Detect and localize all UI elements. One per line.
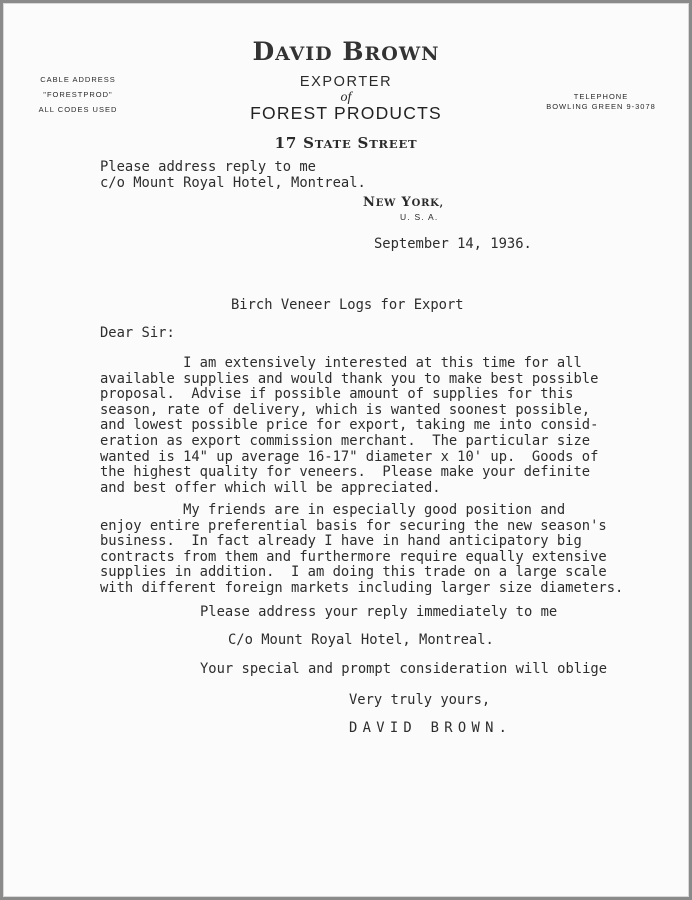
letterhead-forest-products: FOREST PRODUCTS bbox=[250, 103, 442, 123]
letter-subject: Birch Veneer Logs for Export bbox=[231, 297, 464, 313]
codes-used-label: ALL CODES USED bbox=[38, 105, 118, 114]
signature: DAVID BROWN. bbox=[349, 720, 513, 736]
closing-line: Your special and prompt consideration will oblige bbox=[200, 661, 608, 677]
cable-address-block bbox=[23, 72, 133, 117]
reply-request: Please address your reply immediately to me bbox=[200, 604, 558, 620]
telephone-block bbox=[541, 92, 661, 112]
letterhead-street-address: 17 STATE STREET bbox=[274, 134, 418, 152]
letterhead-of: of bbox=[340, 90, 352, 105]
valediction: Very truly yours, bbox=[349, 692, 491, 708]
letterhead-exporter: EXPORTER bbox=[299, 74, 393, 90]
letter-date: September 14, 1936. bbox=[374, 236, 532, 252]
reply-address: C/o Mount Royal Hotel, Montreal. bbox=[228, 632, 494, 648]
body-paragraph-2: My friends are in especially good position and enjoy entire preferential basis for securing the new season's business. In fact already I have in hand anticipatory big contracts from them and furthermore require equally extensive supplies in addition. I am doing this trade on a large scale with different foreign markets including larger size diameters. bbox=[100, 502, 624, 596]
telephone-label: TELEPHONE bbox=[573, 92, 629, 101]
cable-address-label: CABLE ADDRESS bbox=[40, 75, 116, 84]
telephone-number: BOWLING GREEN 9-3078 bbox=[546, 102, 656, 111]
reply-note: Please address reply to me c/o Mount Royal Hotel, Montreal. bbox=[100, 159, 366, 191]
body-paragraph-1: I am extensively interested at this time for all available supplies and would thank you to make best possible proposal. Advise if possible amount of supplies for this season, rate of delivery, which is wanted soonest possible, and lowest possible price for export, taking me into consid- eration as export commission merchant. The particular size wanted is 14" up average 16-17" diameter x 10' up. Goods of the highest quality for veneers. Please make your definite and best offer which will be appreciated. bbox=[100, 355, 599, 496]
country-name: U. S. A. bbox=[400, 212, 439, 222]
letter-page bbox=[3, 3, 689, 897]
company-name: DAVID BROWN bbox=[252, 37, 440, 66]
salutation: Dear Sir: bbox=[100, 325, 175, 341]
cable-address-code: "FORESTPROD" bbox=[43, 90, 113, 99]
city-name: NEW YORK, bbox=[363, 195, 444, 210]
